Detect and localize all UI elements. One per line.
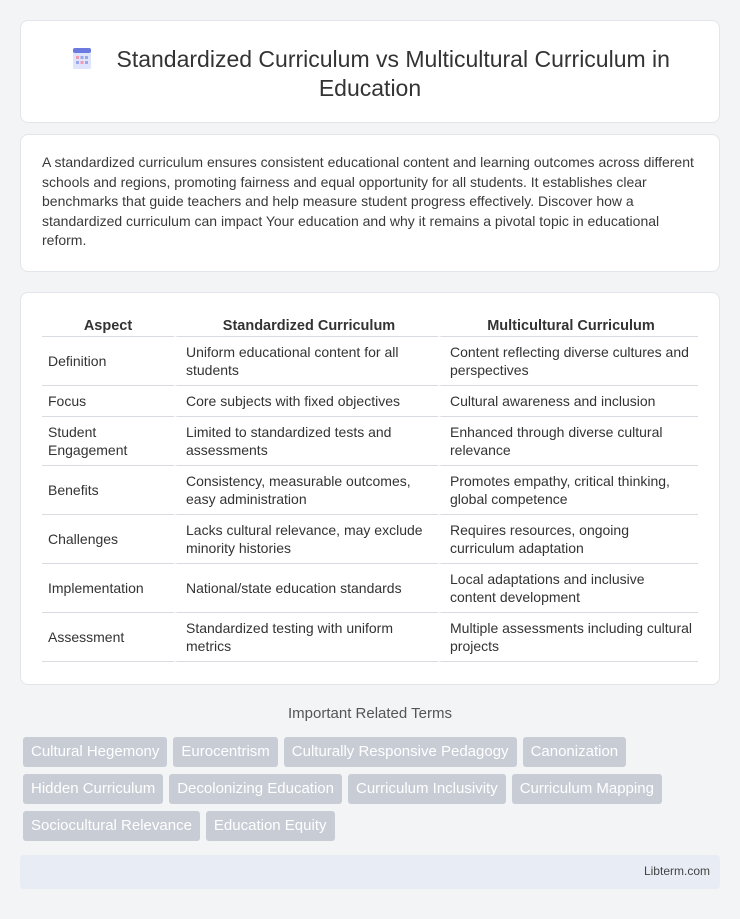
tag-canonization[interactable]: Canonization: [523, 737, 627, 767]
tag-row: [23, 811, 723, 841]
header-aspect: Aspect: [42, 315, 174, 337]
tag-row: [23, 774, 723, 804]
header-multicultural: Multicultural Curriculum: [438, 315, 698, 337]
table-row: [42, 466, 698, 515]
aspect-cell: Challenges: [42, 515, 174, 564]
tag-culturally-responsive-pedagogy[interactable]: Culturally Responsive Pedagogy: [284, 737, 517, 767]
table-row: [42, 564, 698, 613]
multicultural-cell: Promotes empathy, critical thinking, global competence: [438, 466, 698, 515]
aspect-cell: Benefits: [42, 466, 174, 515]
table-row: [42, 337, 698, 386]
footer: [20, 855, 720, 889]
tag-hidden-curriculum[interactable]: Hidden Curriculum: [23, 774, 163, 804]
standardized-cell: Limited to standardized tests and assessments: [174, 417, 438, 466]
table-header-row: [42, 315, 698, 337]
multicultural-cell: Local adaptations and inclusive content development: [438, 564, 698, 613]
standardized-cell: Consistency, measurable outcomes, easy administration: [174, 466, 438, 515]
multicultural-cell: Enhanced through diverse cultural relevance: [438, 417, 698, 466]
aspect-cell: Student Engagement: [42, 417, 174, 466]
tag-sociocultural-relevance[interactable]: Sociocultural Relevance: [23, 811, 200, 841]
table-row: [42, 386, 698, 417]
footer-site-link[interactable]: Libterm.com: [643, 864, 710, 878]
multicultural-cell: Requires resources, ongoing curriculum adaptation: [438, 515, 698, 564]
aspect-cell: Implementation: [42, 564, 174, 613]
standardized-cell: Standardized testing with uniform metrics: [174, 613, 438, 662]
related-terms-list: [23, 737, 723, 848]
standardized-cell: Uniform educational content for all students: [174, 337, 438, 386]
standardized-cell: Lacks cultural relevance, may exclude minority histories: [174, 515, 438, 564]
title-wrap: [21, 45, 719, 103]
table-row: [42, 613, 698, 662]
multicultural-cell: Cultural awareness and inclusion: [438, 386, 698, 417]
aspect-cell: Definition: [42, 337, 174, 386]
document-icon: [70, 46, 94, 70]
tag-curriculum-inclusivity[interactable]: Curriculum Inclusivity: [348, 774, 506, 804]
comparison-table: [42, 315, 698, 662]
page-title: Standardized Curriculum vs Multicultural Curriculum in Education: [116, 46, 670, 101]
title-card: [20, 20, 720, 123]
intro-card: [20, 134, 720, 272]
aspect-cell: Focus: [42, 386, 174, 417]
tag-row: [23, 737, 723, 767]
tag-curriculum-mapping[interactable]: Curriculum Mapping: [512, 774, 662, 804]
comparison-card: [20, 292, 720, 685]
table-row: [42, 515, 698, 564]
tag-education-equity[interactable]: Education Equity: [206, 811, 335, 841]
tag-cultural-hegemony[interactable]: Cultural Hegemony: [23, 737, 167, 767]
multicultural-cell: Multiple assessments including cultural projects: [438, 613, 698, 662]
intro-paragraph: A standardized curriculum ensures consistent educational content and learning outcomes across different schools and regions, promoting fairness and equal opportunity for all students. It establishes clear benchmarks that guide teachers and help measure student progress effectively. Discover how a standardized curriculum can impact Your education and why it remains a pivotal topic in educational reform.: [42, 154, 694, 249]
tag-eurocentrism[interactable]: Eurocentrism: [173, 737, 277, 767]
standardized-cell: National/state education standards: [174, 564, 438, 613]
header-standardized: Standardized Curriculum: [174, 315, 438, 337]
standardized-cell: Core subjects with fixed objectives: [174, 386, 438, 417]
table-row: [42, 417, 698, 466]
aspect-cell: Assessment: [42, 613, 174, 662]
multicultural-cell: Content reflecting diverse cultures and perspectives: [438, 337, 698, 386]
related-terms-heading: Important Related Terms: [288, 705, 452, 722]
tag-decolonizing-education[interactable]: Decolonizing Education: [169, 774, 342, 804]
